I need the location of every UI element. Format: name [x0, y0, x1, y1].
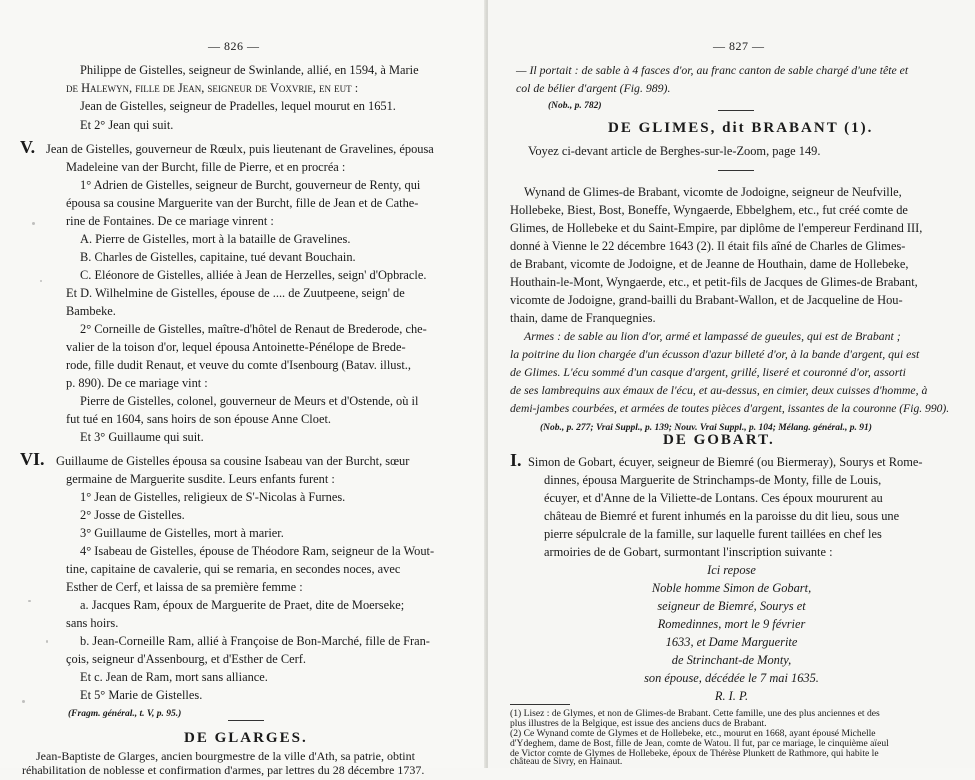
- text-line: 4° Isabeau de Gistelles, épouse de Théodore Ram, seigneur de la Wout-: [80, 544, 435, 558]
- section-heading: DE GLIMES, dit BRABANT (1).: [608, 120, 874, 136]
- footnote-rule: [510, 704, 570, 705]
- text-line: armoiries de de Gobart, surmontant l'inscription suivante :: [544, 545, 833, 559]
- text-line: thain, dame de Franquegnies.: [510, 311, 656, 325]
- text-line: demi-jambes courbées, et armées de toutes pièces d'argent, issantes de la couronne (Fig. 990).: [510, 402, 950, 415]
- text-line: A. Pierre de Gistelles, mort à la bataille de Gravelines.: [80, 232, 351, 246]
- text-line: vicomte de Jodoigne, grand-bailli du Brabant-Wallon, et de Jacqueline de Hou-: [510, 293, 903, 307]
- text-line: 3° Guillaume de Gistelles, mort à marier.: [80, 526, 284, 540]
- text-line: Voyez ci-devant article de Berghes-sur-le-Zoom, page 149.: [528, 144, 821, 158]
- text-line: tine, capitaine de cavalerie, qui se remaria, en secondes noces, avec: [66, 562, 401, 576]
- text-line: col de bélier d'argent (Fig. 989).: [516, 81, 671, 95]
- text-line: dinnes, épousa Marguerite de Strinchamps-de Monty, fille de Louis,: [544, 473, 882, 487]
- footnote-line: de Victor comte de Glymes de Hollebeke, époux de Thérèse Plunkett de Rathmore, qui habite le: [510, 748, 879, 759]
- text-line: la poitrine du lion chargée d'un écusson d'azur billeté d'or, à la bande d'argent, qui est: [510, 347, 920, 361]
- generation-numeral: V.: [20, 137, 36, 157]
- text-line: Et c. Jean de Ram, mort sans alliance.: [80, 670, 268, 684]
- text-line: sans hoirs.: [66, 616, 119, 630]
- scan-speck: [22, 700, 25, 703]
- text-line: Pierre de Gistelles, colonel, gouverneur de Meurs et d'Ostende, où il: [80, 394, 419, 408]
- scan-speck: [28, 600, 31, 602]
- text-line: 1° Jean de Gistelles, religieux de S'-Nicolas à Furnes.: [80, 490, 346, 504]
- section-divider: [718, 170, 754, 171]
- page-826: [0, 0, 488, 777]
- text-line: 1° Adrien de Gistelles, seigneur de Burcht, gouverneur de Renty, qui: [80, 178, 421, 192]
- epitaph-line: 1633, et Dame Marguerite: [665, 635, 798, 649]
- text-line: Jean-Baptiste de Glarges, ancien bourgmestre de la ville d'Ath, sa patrie, obtint: [36, 749, 415, 763]
- text-line: b. Jean-Corneille Ram, allié à Françoise de Bon-Marché, fille de Fran-: [80, 634, 430, 648]
- generation-numeral: I.: [510, 450, 522, 470]
- epitaph-line: de Strinchant-de Monty,: [671, 653, 792, 667]
- text-line: 2° Josse de Gistelles.: [80, 508, 185, 522]
- text-line: Hollebeke, Biest, Bost, Boneffe, Wyngaerde, Ebbelghem, etc., fut créé comte de: [510, 203, 908, 217]
- text-line: valier de la toison d'or, lequel épousa Antoinette-Pénélope de Brede-: [66, 340, 406, 354]
- text-line: Et 5° Marie de Gistelles.: [80, 688, 203, 702]
- page-number-right: — 827 —: [713, 39, 765, 53]
- text-line: pierre sépulcrale de la famille, sur laquelle furent taillées en chef les: [544, 527, 882, 541]
- text-line: Armes : de sable au lion d'or, armé et lampassé de gueules, qui est de Brabant ;: [524, 329, 901, 343]
- text-line: écuyer, et d'Anne de la Viliette-de Lontans. Ces époux moururent au: [544, 491, 883, 505]
- page-827: [488, 0, 975, 768]
- text-line: Wynand de Glimes-de Brabant, vicomte de Jodoigne, seigneur de Neufville,: [524, 185, 902, 199]
- generation-numeral: VI.: [20, 449, 45, 469]
- text-line: de ses lambrequins aux émaux de l'écu, et au-dessus, en cimier, deux cuisses d'homme, à: [510, 383, 928, 397]
- text-line: de Halewyn, fille de Jean, seigneur de Voxvrie, en eut :: [66, 81, 359, 95]
- page-number-left: — 826 —: [208, 39, 260, 53]
- text-line: Et D. Wilhelmine de Gistelles, épouse de .... de Zuutpeene, seign' de: [66, 286, 405, 300]
- text-line: Bambeke.: [66, 304, 116, 318]
- epitaph-line: R. I. P.: [714, 689, 749, 703]
- epitaph-line: Ici repose: [707, 563, 756, 577]
- text-line: château de Biemré et furent inhumés en la paroisse du dit lieu, sous une: [544, 509, 900, 523]
- section-heading: DE GLARGES.: [184, 730, 308, 746]
- text-line: Madeleine van der Burcht, fille de Pierre, et en procréa :: [66, 160, 346, 174]
- text-line: a. Jacques Ram, époux de Marguerite de Praet, dite de Moerseke;: [80, 598, 405, 612]
- source-reference: (Nob., p. 277; Vrai Suppl., p. 139; Nouv. Vrai Suppl., p. 104; Mélang. général., p. 91): [540, 423, 872, 433]
- section-divider: [718, 110, 754, 111]
- text-line: rode, fille dudit Renaut, et veuve du comte d'Isenbourg (Batav. illust.,: [66, 358, 411, 372]
- footnote-line: (2) Ce Wynand comte de Glymes et de Hollebeke, etc., mourut en 1668, ayant épousé Michelle: [510, 728, 876, 739]
- text-line: C. Eléonore de Gistelles, alliée à Jean de Herzelles, seign' d'Opbracle.: [80, 268, 427, 282]
- text-line: Jean de Gistelles, seigneur de Pradelles, lequel mourut en 1651.: [80, 99, 396, 113]
- epitaph-line: Romedinnes, mort le 9 février: [657, 617, 806, 631]
- text-line: réhabilitation de noblesse et confirmation d'armes, par lettres du 28 décembre 1737.: [22, 763, 425, 777]
- scan-speck: [40, 280, 42, 282]
- text-line: fut tué en 1604, sans hoirs de son épouse Anne Cloet.: [66, 412, 331, 426]
- text-line: germaine de Marguerite susdite. Leurs enfants furent :: [66, 472, 335, 486]
- text-line: Simon de Gobart, écuyer, seigneur de Biemré (ou Biermeray), Sourys et Rome-: [528, 455, 923, 469]
- source-reference: (Nob., p. 782): [548, 101, 602, 111]
- text-line: de Glimes. L'écu sommé d'un casque d'argent, grillé, liseré et couronné d'or, assorti: [510, 365, 906, 379]
- section-heading: DE GOBART.: [663, 432, 775, 448]
- text-line: Houthain-le-Mont, Wyngaerde, etc., et petit-fils de Jacques de Glimes-de Brabant,: [510, 275, 918, 289]
- source-reference: (Fragm. général., t. V, p. 95.): [68, 709, 182, 719]
- scan-speck: [46, 640, 48, 643]
- epitaph-line: son épouse, décédée le 7 mai 1635.: [644, 671, 819, 685]
- text-line: rine de Fontaines. De ce mariage vinrent :: [66, 214, 274, 228]
- epitaph-line: seigneur de Biemré, Sourys et: [657, 599, 806, 613]
- text-line: 2° Corneille de Gistelles, maître-d'hôtel de Renaut de Brederode, che-: [80, 322, 427, 336]
- text-line: Et 2° Jean qui suit.: [80, 118, 174, 132]
- text-line: de Brabant, vicomte de Jodoigne, et de Jeanne de Houthain, dame de Hollebeke,: [510, 257, 909, 271]
- text-line: Et 3° Guillaume qui suit.: [80, 430, 204, 444]
- footnote-line: d'Ydeghem, dame de Bost, fille de Jean, comte de Watou. Il fut, par ce mariage, le cinquième aïeul: [510, 738, 889, 749]
- footnote-line: (1) Lisez : de Glymes, et non de Glimes-de Brabant. Cette famille, une des plus anciennes et des: [510, 708, 880, 719]
- epitaph-line: Noble homme Simon de Gobart,: [651, 581, 812, 595]
- text-line: Guillaume de Gistelles épousa sa cousine Isabeau van der Burcht, sœur: [56, 454, 410, 468]
- text-line: épousa sa cousine Marguerite van der Burcht, fille de Jean et de Cathe-: [66, 196, 419, 210]
- section-divider: [228, 720, 264, 721]
- text-line: Glimes, de Hollebeke et du Saint-Empire, par diplôme de l'empereur Ferdinand III,: [510, 221, 923, 235]
- text-line: — Il portait : de sable à 4 fasces d'or, au franc canton de sable chargé d'une tête et: [516, 63, 909, 77]
- scan-speck: [32, 222, 35, 225]
- text-line: çois, seigneur d'Assenbourg, et d'Esther de Cerf.: [66, 652, 306, 666]
- footnote-line: château de Sivry, en Hainaut.: [510, 756, 623, 767]
- text-line: B. Charles de Gistelles, capitaine, tué devant Bouchain.: [80, 250, 356, 264]
- text-line: Jean de Gistelles, gouverneur de Rœulx, puis lieutenant de Gravelines, épousa: [46, 142, 434, 156]
- text-line: donné à Vienne le 22 décembre 1643 (2). Il était fils aîné de Charles de Glimes-: [510, 239, 906, 253]
- text-line: Esther de Cerf, et laissa de sa première femme :: [66, 580, 303, 594]
- footnote-line: plus illustres de la Belgique, est issue des anciens ducs de Brabant.: [510, 718, 767, 729]
- text-line: Philippe de Gistelles, seigneur de Swinlande, allié, en 1594, à Marie: [80, 63, 419, 77]
- text-line: p. 890). De ce mariage vint :: [66, 376, 208, 390]
